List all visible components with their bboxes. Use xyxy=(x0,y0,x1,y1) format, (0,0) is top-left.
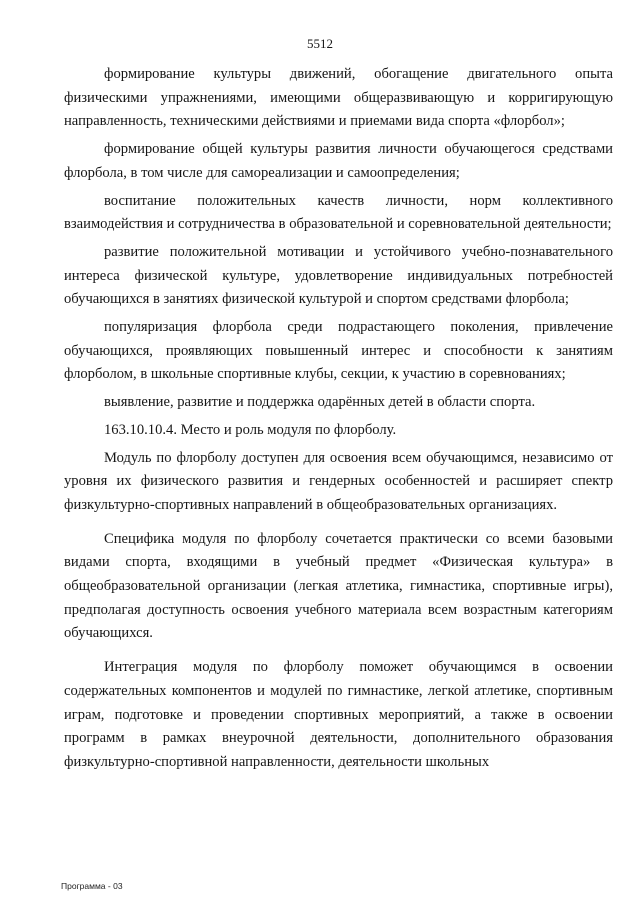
paragraph-module-availability: Модуль по флорболу доступен для освоения всем обучающимся, независимо от уровня их физического развития и гендерных особенностей и расширяет спектр физкультурно-спортивных направлений в общеобразовательных организациях. xyxy=(64,449,613,513)
document-body xyxy=(64,63,613,775)
page-number: 5512 xyxy=(307,36,333,51)
paragraph-goal-gifted-children: выявление, развитие и поддержка одарённых детей в области спорта. xyxy=(104,394,536,411)
paragraph-goal-upbringing: воспитание положительных качеств личности, норм коллективного взаимодействия и сотрудничества в образовательной и соревновательной деятельности; xyxy=(64,192,613,233)
paragraph-goal-popularization: популяризация флорбола среди подрастающего поколения, привлечение обучающихся, проявляющих повышенный интерес и способности к занятиям флорболом, в школьные спортивные клубы, секции, к участию в соревнованиях; xyxy=(64,319,613,383)
paragraph-module-integration: Интеграция модуля по флорболу поможет обучающимся в освоении содержательных компонентов и модулей по гимнастике, легкой атлетике, спортивным играм, подготовке и проведении спортивных мероприятий, а также в освоении программ в рамках внеурочной деятельности, дополнительного образования физкультурно-спортивной направленности, деятельности школьных xyxy=(64,659,613,770)
paragraph-module-specifics: Специфика модуля по флорболу сочетается практически со всеми базовыми видами спорта, входящими в учебный предмет «Физическая культура» в общеобразовательной организации (легкая атлетика, гимнастика, спортивные игры), предполагая доступность освоения учебного материала всем возрастным категориям обучающихся. xyxy=(64,530,613,642)
paragraph-goal-movement-culture: формирование культуры движений, обогащение двигательного опыта физическими упражнениями, имеющими общеразвивающую и корригирующую направленность, техническими действиями и приемами вида спорта «флорбол»; xyxy=(64,66,613,130)
footer-program-label: Программа - 03 xyxy=(61,881,123,891)
section-heading: 163.10.10.4. Место и роль модуля по флорболу. xyxy=(104,421,397,438)
paragraph-goal-motivation: развитие положительной мотивации и устойчивого учебно-познавательного интереса физической культуре, удовлетворение индивидуальных потребностей обучающихся в занятиях физической культурой и спортом средствами флорбола; xyxy=(64,243,613,308)
paragraph-goal-personal-culture: формирование общей культуры развития личности обучающегося средствами флорбола, в том числе для самореализации и самоопределения; xyxy=(64,141,613,181)
